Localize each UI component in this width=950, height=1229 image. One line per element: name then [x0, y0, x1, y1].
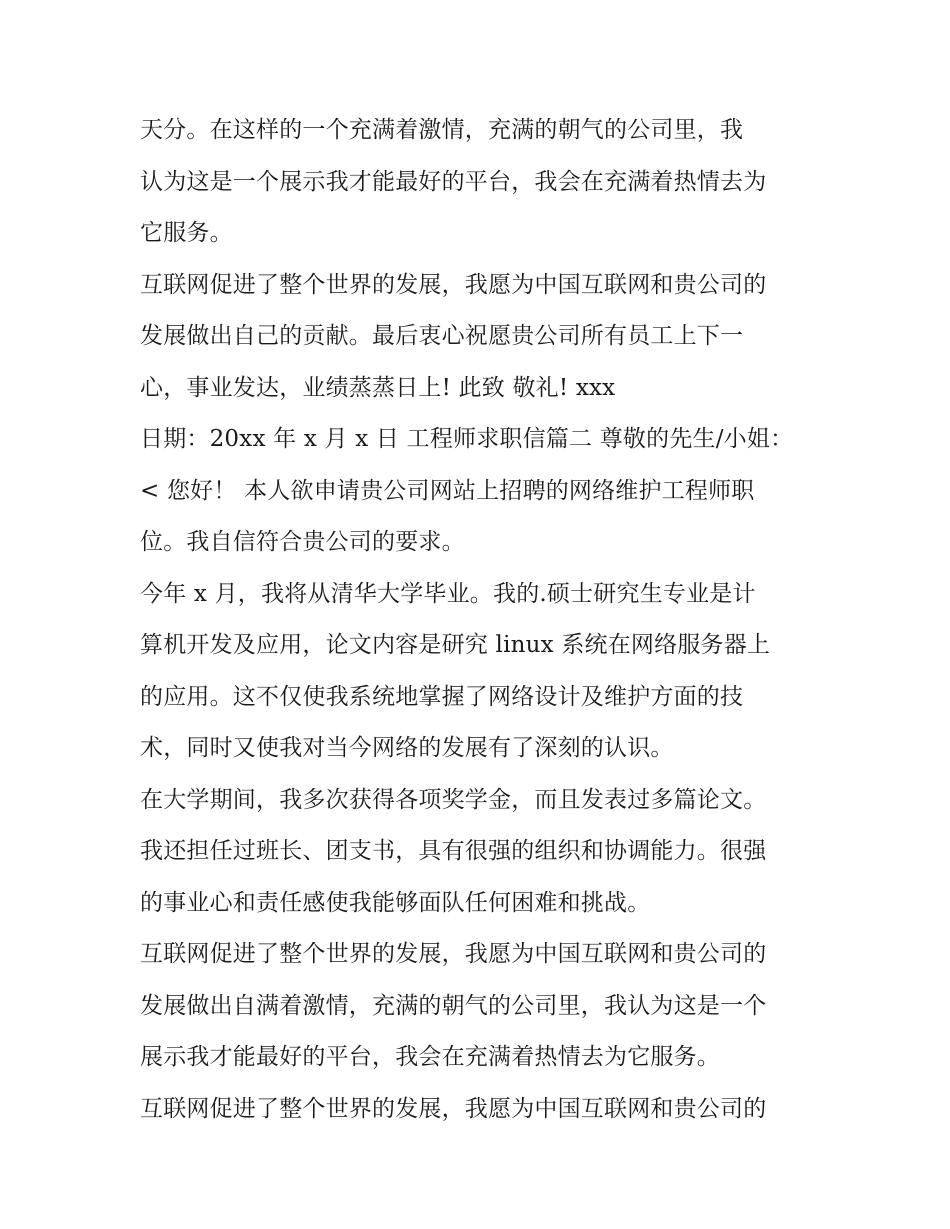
- text-line: 位。我自信符合贵公司的要求。: [140, 529, 465, 555]
- text-line: 互联网促进了整个世界的发展，我愿为中国互联网和贵公司的: [140, 941, 767, 967]
- text-line: 的事业心和责任感使我能够面队任何困难和挑战。: [140, 889, 651, 916]
- text-line: 在大学期间，我多次获得各项奖学金，而且发表过多篇论文。: [140, 786, 767, 813]
- text-line: 的应用。这不仅使我系统地掌握了网络设计及维护方面的技: [140, 683, 744, 710]
- text-line: 天分。在这样的一个充满着激情，充满的朝气的公司里，我: [140, 117, 744, 143]
- text-line: 日期：20xx 年 x 月 x 日 工程师求职信篇二 尊敬的先生/小姐：: [140, 426, 794, 452]
- text-line: 心，事业发达，业绩蒸蒸日上! 此致 敬礼! xxx: [140, 374, 616, 401]
- text-line: 认为这是一个展示我才能最好的平台，我会在充满着热情去为: [140, 168, 767, 195]
- document-body: [140, 108, 820, 1138]
- text-line: 它服务。: [140, 220, 233, 246]
- text-line: 我还担任过班长、团支书，具有很强的组织和协调能力。很强: [140, 838, 767, 864]
- text-line: 算机开发及应用，论文内容是研究 linux 系统在网络服务器上: [140, 632, 771, 658]
- text-line: 发展做出自己的贡献。最后衷心祝愿贵公司所有员工上下一: [140, 323, 744, 349]
- text-line: < 您好！ 本人欲申请贵公司网站上招聘的网络维护工程师职: [140, 477, 755, 504]
- text-line: 互联网促进了整个世界的发展，我愿为中国互联网和贵公司的: [140, 1095, 767, 1122]
- text-line: 发展做出自满着激情，充满的朝气的公司里，我认为这是一个: [140, 992, 767, 1019]
- text-line: 术，同时又使我对当今网络的发展有了深刻的认识。: [140, 735, 674, 761]
- text-line: 展示我才能最好的平台，我会在充满着热情去为它服务。: [140, 1044, 720, 1070]
- text-line: 今年 x 月，我将从清华大学毕业。我的.硕士研究生专业是计: [140, 580, 756, 607]
- text-line: 互联网促进了整个世界的发展，我愿为中国互联网和贵公司的: [140, 271, 767, 298]
